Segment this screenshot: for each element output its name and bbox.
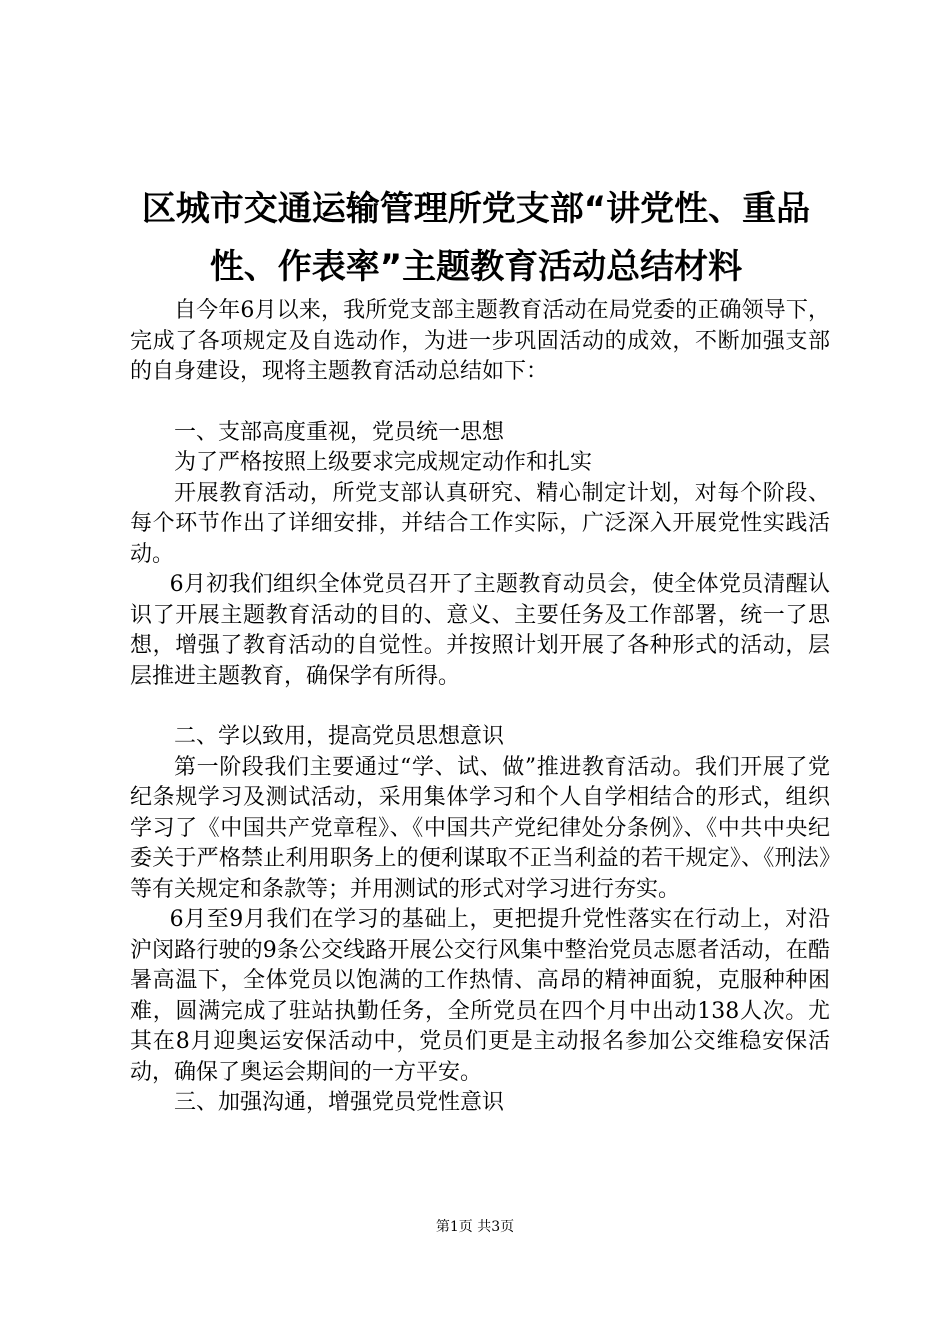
section-1-heading: 一、支部高度重视，党员统一思想 bbox=[174, 419, 505, 445]
document-title bbox=[120, 180, 832, 296]
section-1-paragraph-2: 6月初我们组织全体党员召开了主题教育动员会，使全体党员清醒认识了开展主题教育活动的目的、意义、主要任务及工作部署，统一了思想，增强了教育活动的自觉性。并按照计划开展了各种形式的活动，层层推进主题教育，确保学有所得。 bbox=[130, 572, 830, 689]
document-body bbox=[130, 296, 830, 1119]
intro-paragraph: 自今年6月以来，我所党支部主题教育活动在局党委的正确领导下，完成了各项规定及自选动作，为进一步巩固活动的成效，不断加强支部的自身建设，现将主题教育活动总结如下： bbox=[130, 298, 830, 384]
section-2-heading: 二、学以致用，提高党员思想意识 bbox=[174, 724, 505, 749]
section-3-heading: 三、加强沟通，增强党员党性意识 bbox=[174, 1090, 505, 1115]
title-line-1: 区城市交通运输管理所党支部“讲党性、重品 bbox=[141, 189, 811, 229]
paragraph-gap bbox=[130, 388, 830, 418]
section-1-paragraph-1: 开展教育活动，所党支部认真研究、精心制定计划，对每个阶段、每个环节作出了详细安排，并结合工作实际，广泛深入开展党性实践活动。 bbox=[130, 480, 830, 567]
page-footer: 第1页 共3页 bbox=[435, 1219, 515, 1235]
section-2-paragraph-1: 第一阶段我们主要通过“学、试、做”推进教育活动。我们开展了党纪条规学习及测试活动，采用集体学习和个人自学相结合的形式，组织学习了《中国共产党章程》、《中国共产党纪律处分条例》、《中共中央纪委关于严格禁止利用职务上的便利谋取不正当利益的若干规定》、《刑法》等有关规定和条款等；并用测试的形式对学习进行夯实。 bbox=[130, 754, 830, 902]
title-line-2: 性、作表率”主题教育活动总结材料 bbox=[209, 247, 743, 287]
paragraph-gap bbox=[130, 692, 830, 722]
section-2-paragraph-2: 6月至9月我们在学习的基础上，更把提升党性落实在行动上，对沿沪闵路行驶的9条公交线路开展公交行风集中整治党员志愿者活动，在酷暑高温下，全体党员以饱满的工作热情、高昂的精神面貌，克服种种困难，圆满完成了驻站执勤任务，全所党员在四个月中出动138人次。尤其在8月迎奥运安保活动中，党员们更是主动报名参加公交维稳安保活动，确保了奥运会期间的一方平安。 bbox=[130, 907, 830, 1085]
section-1-line: 为了严格按照上级要求完成规定动作和扎实 bbox=[174, 450, 593, 475]
